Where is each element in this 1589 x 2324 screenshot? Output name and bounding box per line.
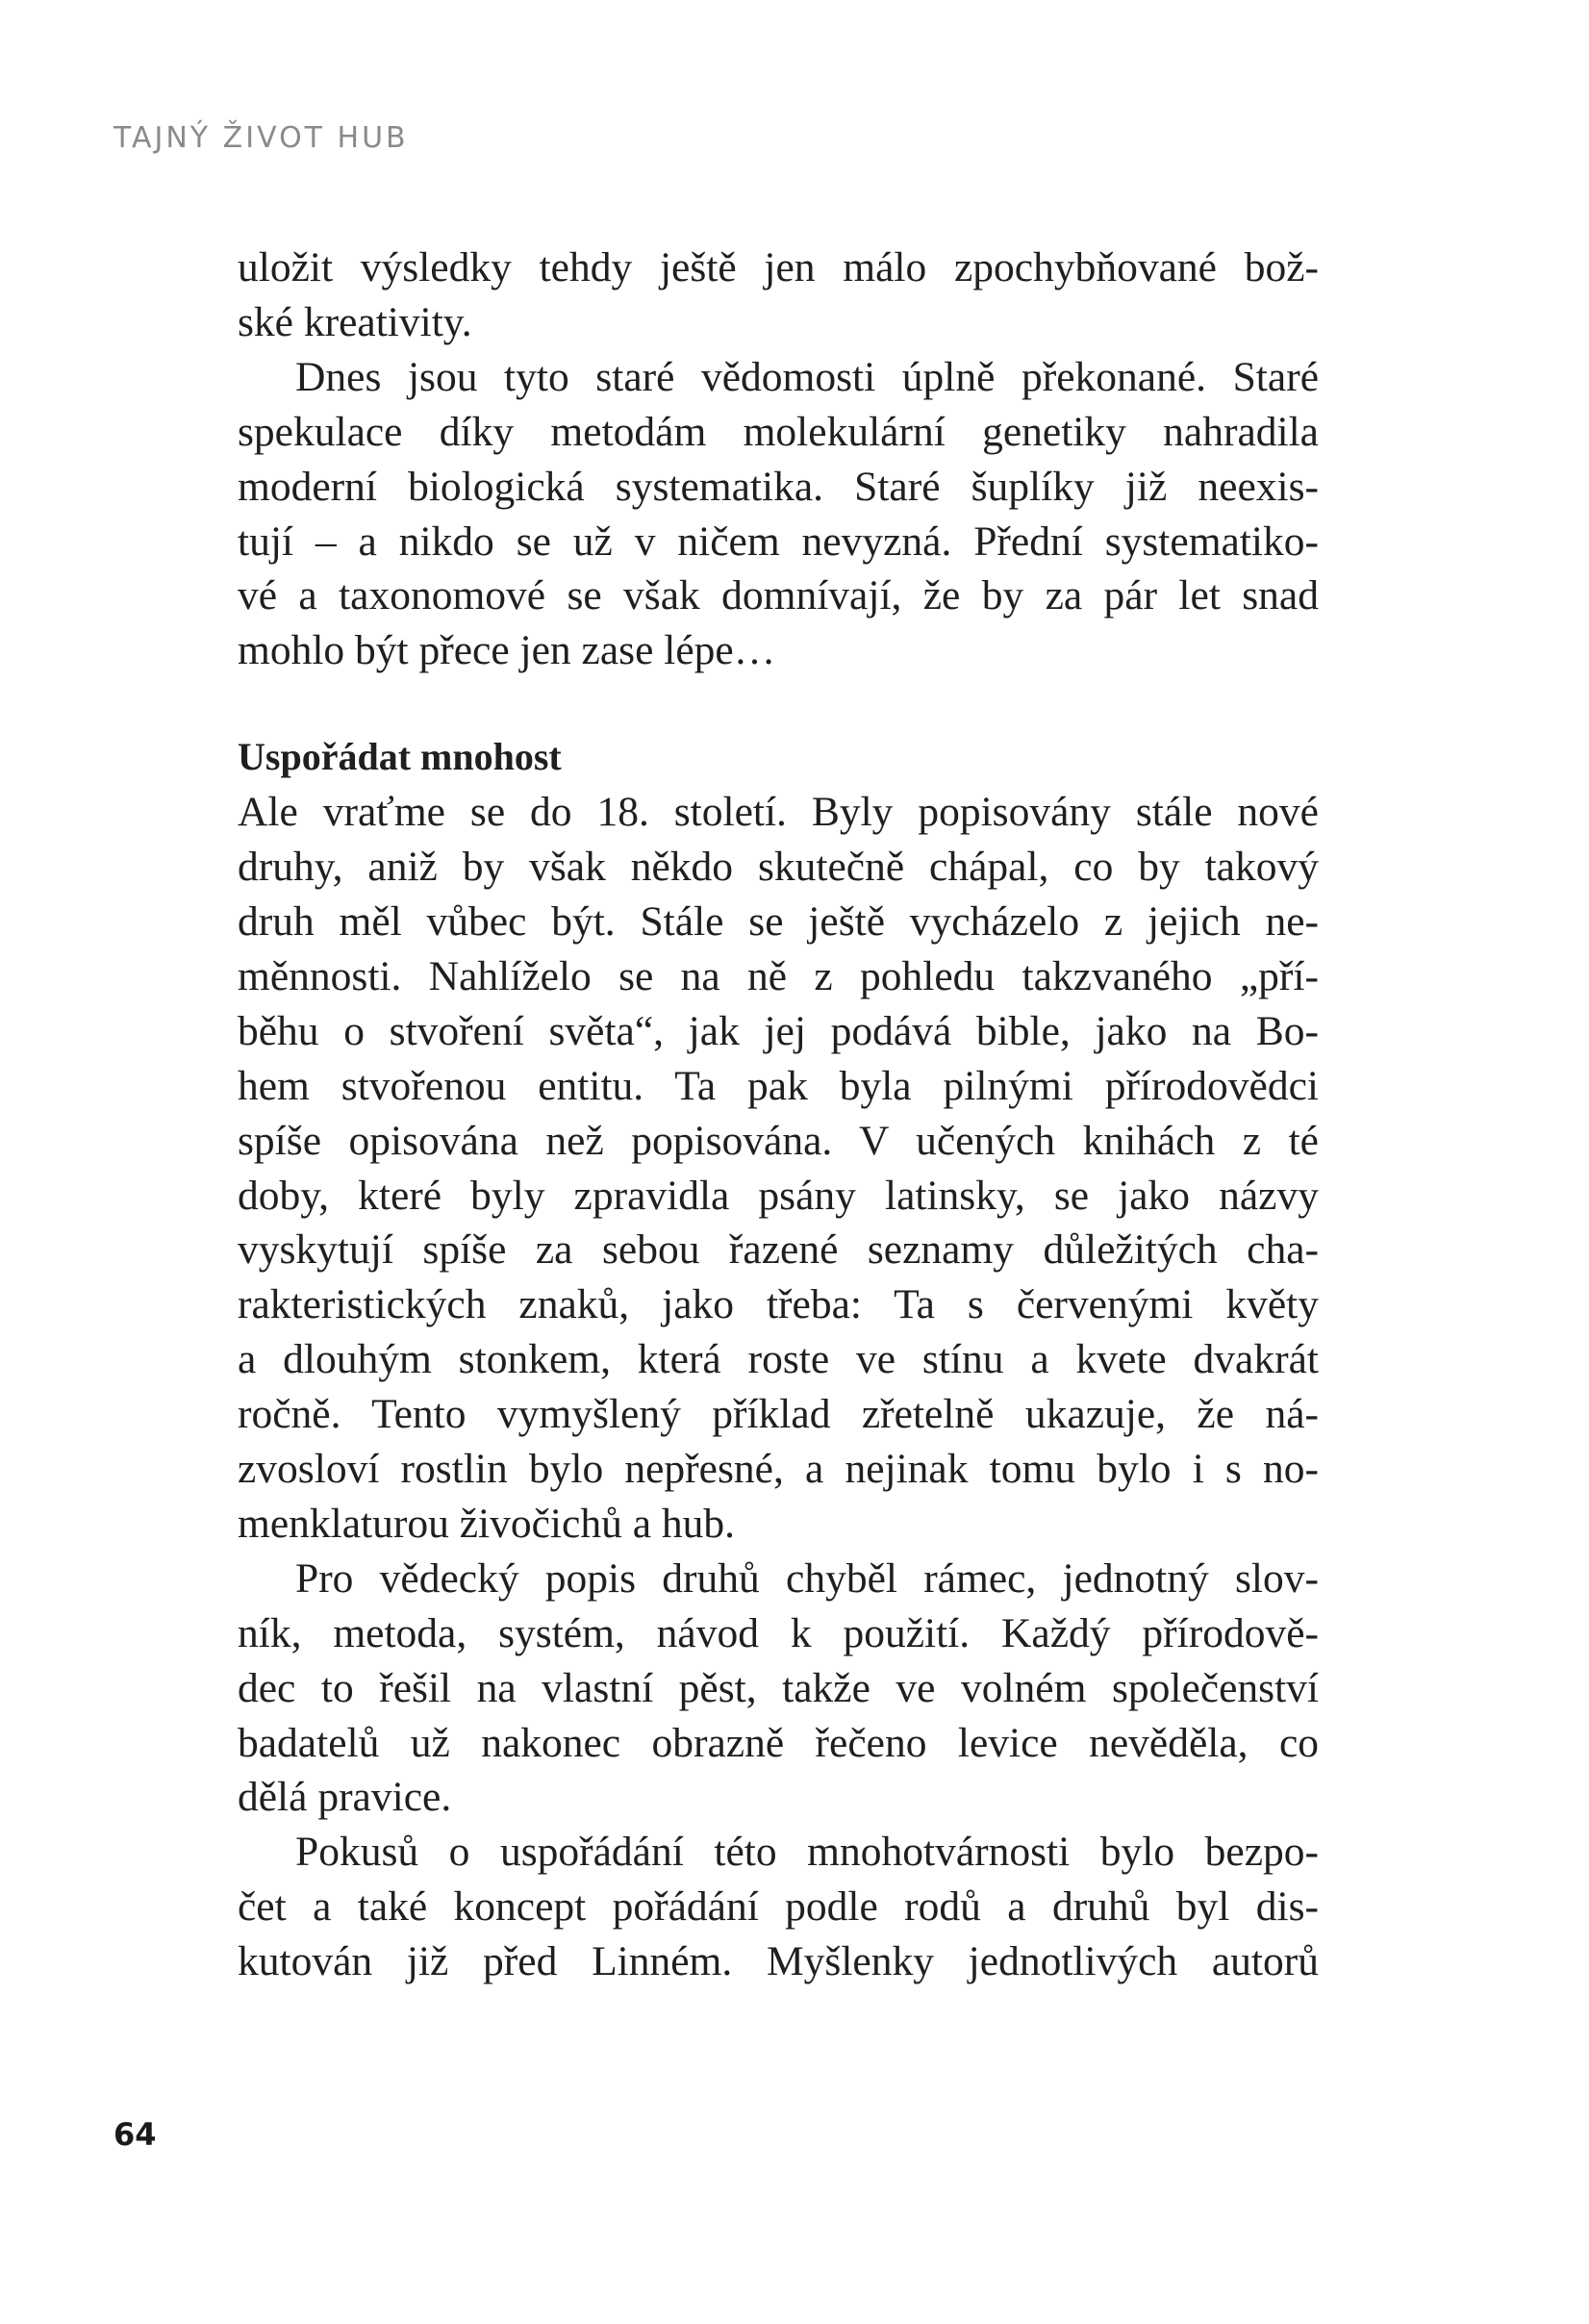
text-line: Pro vědecký popis druhů chyběl rámec, jednotný slov-	[295, 1554, 1319, 1602]
text-line: dělá pravice.	[238, 1774, 452, 1821]
text-line: a dlouhým stonkem, která roste ve stínu a kvete dvakrát	[238, 1336, 1319, 1383]
text-line: běhu o stvoření světa“, jak jej podává bible, jako na Bo-	[238, 1007, 1319, 1054]
text-line: druhy, aniž by však někdo skutečně chápal, co by takový	[238, 844, 1319, 891]
paragraphs-after	[238, 785, 1319, 1989]
section-heading: Uspořádat mnohost	[238, 735, 562, 779]
text-line: kutován již před Linném. Myšlenky jednotlivých autorů	[238, 1938, 1319, 1985]
text-line: měnnosti. Nahlíželo se na ně z pohledu takzvaného „pří-	[238, 952, 1319, 999]
text-line: vyskytují spíše za sebou řazené seznamy důležitých cha-	[238, 1226, 1319, 1274]
text-line: rakteristických znaků, jako třeba: Ta s červenými květy	[238, 1281, 1319, 1328]
text-line: Pokusů o uspořádání této mnohotvárnosti bylo bezpo-	[295, 1829, 1319, 1876]
text-line: vé a taxonomové se však domnívají, že by za pár let snad	[238, 572, 1319, 619]
text-line: menklaturou živočichů a hub.	[238, 1500, 736, 1547]
text-line: ník, metoda, systém, návod k použití. Každý přírodově-	[238, 1609, 1319, 1656]
text-line: Dnes jsou tyto staré vědomosti úplně překonané. Staré	[295, 353, 1319, 400]
paragraph	[238, 1552, 1319, 1826]
text-line: ročně. Tento vymyšlený příklad zřetelně ukazuje, že ná-	[238, 1391, 1319, 1438]
page-number: 64	[114, 2116, 157, 2153]
text-line: hem stvořenou entitu. Ta pak byla pilnými přírodovědci	[238, 1062, 1319, 1109]
text-line: Ale vraťme se do 18. století. Byly popisovány stále nové	[238, 789, 1319, 836]
paragraph	[238, 785, 1319, 1552]
text-line: doby, které byly zpravidla psány latinsky, se jako názvy	[238, 1172, 1319, 1219]
running-head: TAJNÝ ŽIVOT HUB	[114, 121, 409, 155]
text-line: spíše opisována než popisována. V učených knihách z té	[238, 1117, 1319, 1164]
text-line: badatelů už nakonec obrazně řečeno levice nevěděla, co	[238, 1719, 1319, 1766]
paragraphs-before	[238, 240, 1319, 678]
text-line: tují – a nikdo se už v ničem nevyzná. Přední systematiko-	[238, 518, 1319, 565]
text-line: druh měl vůbec být. Stále se ještě vycházelo z jejich ne-	[238, 897, 1319, 945]
paragraph	[238, 240, 1319, 350]
text-line: dec to řešil na vlastní pěst, takže ve volném společenství	[238, 1664, 1319, 1711]
page-body	[238, 240, 1319, 1989]
text-line: zvosloví rostlin bylo nepřesné, a nejinak tomu bylo i s no-	[238, 1446, 1319, 1493]
text-line: mohlo být přece jen zase lépe…	[238, 627, 776, 674]
text-line: ské kreativity.	[238, 298, 472, 345]
text-line: uložit výsledky tehdy ještě jen málo zpochybňované bož-	[238, 244, 1319, 290]
paragraph	[238, 350, 1319, 678]
paragraph	[238, 1825, 1319, 1989]
text-line: spekulace díky metodám molekulární genetiky nahradila	[238, 408, 1319, 455]
text-line: moderní biologická systematika. Staré šuplíky již neexis-	[238, 463, 1319, 510]
text-line: čet a také koncept pořádání podle rodů a druhů byl dis-	[238, 1883, 1319, 1931]
